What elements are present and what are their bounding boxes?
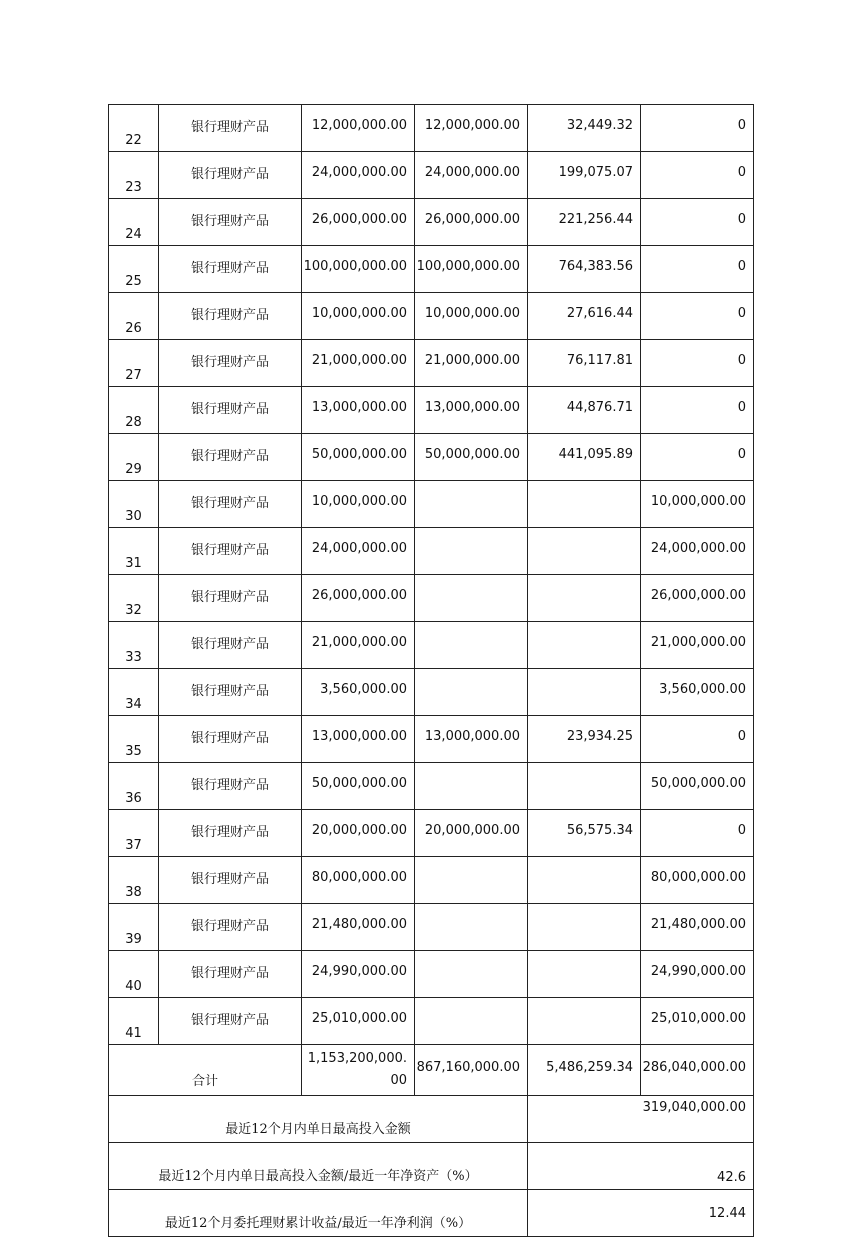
table-row: [109, 810, 754, 857]
unrecovered-principal: 10,000,000.00: [641, 481, 754, 528]
recovered-principal: [415, 904, 528, 951]
actual-income: [528, 951, 641, 998]
unrecovered-principal: 0: [641, 199, 754, 246]
table-row: [109, 528, 754, 575]
table-row: [109, 199, 754, 246]
actual-amount: 10,000,000.00: [302, 481, 415, 528]
table-row: [109, 622, 754, 669]
actual-income: [528, 481, 641, 528]
table-row: [109, 481, 754, 528]
recovered-principal: 12,000,000.00: [415, 105, 528, 152]
actual-amount: 24,000,000.00: [302, 528, 415, 575]
recovered-principal: [415, 857, 528, 904]
unrecovered-principal: 21,480,000.00: [641, 904, 754, 951]
actual-income: 76,117.81: [528, 340, 641, 387]
actual-income: [528, 904, 641, 951]
max-to-net-assets-label: 最近12个月内单日最高投入金额/最近一年净资产（%）: [109, 1143, 528, 1190]
recovered-principal: 26,000,000.00: [415, 199, 528, 246]
row-number: 40: [109, 951, 159, 998]
max-single-day-label: 最近12个月内单日最高投入金额: [109, 1096, 528, 1143]
table-row: [109, 951, 754, 998]
product-name: 银行理财产品: [159, 669, 302, 716]
recovered-principal: [415, 481, 528, 528]
row-number: 36: [109, 763, 159, 810]
table-row: [109, 387, 754, 434]
product-name: 银行理财产品: [159, 199, 302, 246]
actual-income: 441,095.89: [528, 434, 641, 481]
table-row: [109, 575, 754, 622]
product-name: 银行理财产品: [159, 575, 302, 622]
row-number: 37: [109, 810, 159, 857]
actual-income: [528, 575, 641, 622]
table-row: [109, 904, 754, 951]
recovered-principal: 20,000,000.00: [415, 810, 528, 857]
recovered-principal: [415, 528, 528, 575]
total-label: 合计: [109, 1045, 302, 1096]
row-number: 30: [109, 481, 159, 528]
unrecovered-principal: 26,000,000.00: [641, 575, 754, 622]
table-body: [109, 105, 754, 1237]
table-row: [109, 763, 754, 810]
product-name: 银行理财产品: [159, 434, 302, 481]
summary-row-max-to-net-assets: [109, 1143, 754, 1190]
table-row: [109, 293, 754, 340]
recovered-principal: [415, 669, 528, 716]
product-name: 银行理财产品: [159, 528, 302, 575]
product-name: 银行理财产品: [159, 763, 302, 810]
actual-income: [528, 857, 641, 904]
recovered-principal: [415, 575, 528, 622]
unrecovered-principal: 0: [641, 152, 754, 199]
actual-amount: 21,000,000.00: [302, 340, 415, 387]
actual-amount: 21,000,000.00: [302, 622, 415, 669]
actual-amount: 13,000,000.00: [302, 387, 415, 434]
unrecovered-principal: 0: [641, 434, 754, 481]
unrecovered-principal: 24,000,000.00: [641, 528, 754, 575]
actual-income: [528, 998, 641, 1045]
income-to-net-profit-label: 最近12个月委托理财累计收益/最近一年净利润（%）: [109, 1190, 528, 1237]
actual-income: 27,616.44: [528, 293, 641, 340]
actual-amount: 20,000,000.00: [302, 810, 415, 857]
income-to-net-profit-value: 12.44: [528, 1190, 754, 1237]
recovered-principal: 50,000,000.00: [415, 434, 528, 481]
row-number: 32: [109, 575, 159, 622]
max-single-day-value: 319,040,000.00: [528, 1096, 754, 1143]
table-row: [109, 434, 754, 481]
product-name: 银行理财产品: [159, 246, 302, 293]
actual-amount: 24,000,000.00: [302, 152, 415, 199]
unrecovered-principal: 0: [641, 105, 754, 152]
row-number: 24: [109, 199, 159, 246]
row-number: 22: [109, 105, 159, 152]
recovered-principal: 100,000,000.00: [415, 246, 528, 293]
actual-amount: 25,010,000.00: [302, 998, 415, 1045]
summary-row-max-single-day: [109, 1096, 754, 1143]
product-name: 银行理财产品: [159, 152, 302, 199]
recovered-principal: 21,000,000.00: [415, 340, 528, 387]
unrecovered-principal: 0: [641, 340, 754, 387]
summary-row-income-to-net-profit: [109, 1190, 754, 1237]
row-number: 26: [109, 293, 159, 340]
row-number: 23: [109, 152, 159, 199]
product-name: 银行理财产品: [159, 716, 302, 763]
recovered-principal: [415, 951, 528, 998]
product-name: 银行理财产品: [159, 951, 302, 998]
actual-income: [528, 528, 641, 575]
total-unrecovered: 286,040,000.00: [641, 1045, 754, 1096]
recovered-principal: [415, 763, 528, 810]
unrecovered-principal: 3,560,000.00: [641, 669, 754, 716]
row-number: 35: [109, 716, 159, 763]
unrecovered-principal: 21,000,000.00: [641, 622, 754, 669]
table-row: [109, 716, 754, 763]
actual-amount: 24,990,000.00: [302, 951, 415, 998]
product-name: 银行理财产品: [159, 105, 302, 152]
recovered-principal: 24,000,000.00: [415, 152, 528, 199]
row-number: 34: [109, 669, 159, 716]
row-number: 39: [109, 904, 159, 951]
actual-amount: 21,480,000.00: [302, 904, 415, 951]
wealth-management-table: [108, 104, 754, 1237]
unrecovered-principal: 24,990,000.00: [641, 951, 754, 998]
recovered-principal: [415, 998, 528, 1045]
actual-income: 764,383.56: [528, 246, 641, 293]
table-row: [109, 669, 754, 716]
product-name: 银行理财产品: [159, 857, 302, 904]
table-row: [109, 105, 754, 152]
actual-amount: 26,000,000.00: [302, 199, 415, 246]
total-income: 5,486,259.34: [528, 1045, 641, 1096]
row-number: 27: [109, 340, 159, 387]
actual-amount: 12,000,000.00: [302, 105, 415, 152]
max-to-net-assets-value: 42.6: [528, 1143, 754, 1190]
actual-amount: 50,000,000.00: [302, 763, 415, 810]
unrecovered-principal: 80,000,000.00: [641, 857, 754, 904]
actual-income: 199,075.07: [528, 152, 641, 199]
unrecovered-principal: 50,000,000.00: [641, 763, 754, 810]
actual-income: [528, 763, 641, 810]
total-amount: 1,153,200,000.00: [302, 1045, 415, 1096]
product-name: 银行理财产品: [159, 622, 302, 669]
product-name: 银行理财产品: [159, 340, 302, 387]
total-row: [109, 1045, 754, 1096]
actual-income: [528, 622, 641, 669]
unrecovered-principal: 25,010,000.00: [641, 998, 754, 1045]
actual-amount: 100,000,000.00: [302, 246, 415, 293]
product-name: 银行理财产品: [159, 293, 302, 340]
actual-income: 32,449.32: [528, 105, 641, 152]
actual-income: 23,934.25: [528, 716, 641, 763]
product-name: 银行理财产品: [159, 387, 302, 434]
actual-amount: 10,000,000.00: [302, 293, 415, 340]
actual-income: [528, 669, 641, 716]
total-recovered: 867,160,000.00: [415, 1045, 528, 1096]
actual-amount: 50,000,000.00: [302, 434, 415, 481]
product-name: 银行理财产品: [159, 481, 302, 528]
unrecovered-principal: 0: [641, 810, 754, 857]
actual-income: 44,876.71: [528, 387, 641, 434]
table-row: [109, 857, 754, 904]
recovered-principal: 13,000,000.00: [415, 716, 528, 763]
table-row: [109, 340, 754, 387]
row-number: 38: [109, 857, 159, 904]
row-number: 33: [109, 622, 159, 669]
recovered-principal: 13,000,000.00: [415, 387, 528, 434]
unrecovered-principal: 0: [641, 716, 754, 763]
row-number: 29: [109, 434, 159, 481]
unrecovered-principal: 0: [641, 293, 754, 340]
actual-amount: 13,000,000.00: [302, 716, 415, 763]
table-row: [109, 246, 754, 293]
row-number: 41: [109, 998, 159, 1045]
product-name: 银行理财产品: [159, 998, 302, 1045]
unrecovered-principal: 0: [641, 387, 754, 434]
row-number: 28: [109, 387, 159, 434]
actual-amount: 26,000,000.00: [302, 575, 415, 622]
actual-income: 221,256.44: [528, 199, 641, 246]
product-name: 银行理财产品: [159, 810, 302, 857]
unrecovered-principal: 0: [641, 246, 754, 293]
actual-amount: 3,560,000.00: [302, 669, 415, 716]
row-number: 25: [109, 246, 159, 293]
actual-income: 56,575.34: [528, 810, 641, 857]
recovered-principal: [415, 622, 528, 669]
recovered-principal: 10,000,000.00: [415, 293, 528, 340]
table-row: [109, 152, 754, 199]
row-number: 31: [109, 528, 159, 575]
product-name: 银行理财产品: [159, 904, 302, 951]
table-row: [109, 998, 754, 1045]
actual-amount: 80,000,000.00: [302, 857, 415, 904]
